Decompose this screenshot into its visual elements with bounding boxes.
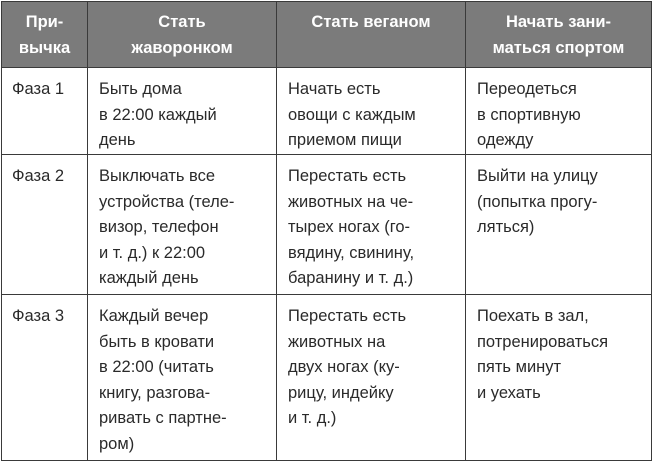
header-row [2,2,652,68]
header-line: вычка [18,38,71,57]
cell-line: ром) [99,434,135,453]
habit-phases-table [1,1,652,461]
header-line: Стать [158,13,206,31]
cell-line: в 22:00 (читать [99,358,214,376]
cell-line: устройства (теле- [99,192,235,211]
phase-label-cell [2,68,88,155]
cell-sport [466,155,652,295]
table-row-phase-2 [2,155,652,295]
cell-line: животных на [288,332,386,351]
cell-line: и т. д.) к 22:00 [99,243,206,262]
header-line: жаворонком [131,38,233,57]
table-row-phase-3 [2,295,652,461]
header-cell-sport [466,2,652,68]
cell-line: Каждый вечер [99,307,209,325]
cell-line: тырех ногах (го- [288,218,411,236]
cell-line: овощи с каждым [288,105,416,124]
cell-line: в спортивную [477,105,581,124]
table-row-phase-1 [2,68,652,155]
cell-line: Фаза 1 [12,80,65,98]
cell-line: животных на че- [288,192,414,211]
cell-line: ривать с партне- [99,409,227,427]
cell-line: Перестать есть [288,167,407,185]
cell-line: в 22:00 каждый [99,105,217,124]
cell-line: Фаза 3 [12,307,65,325]
cell-lark [88,155,277,295]
cell-sport [466,295,652,461]
cell-line: баранину и т. д.) [288,269,414,287]
cell-line: одежду [477,131,534,149]
cell-line: Фаза 2 [12,167,65,185]
cell-line: каждый день [99,269,199,287]
cell-line: книгу, разгова- [99,383,211,402]
cell-line: день [99,131,136,149]
cell-vegan [277,295,466,461]
phase-label-cell [2,295,88,461]
cell-line: и т. д.) [288,409,337,427]
header-cell-habit [2,2,88,68]
cell-lark [88,68,277,155]
cell-line: Перестать есть [288,307,407,325]
cell-vegan [277,68,466,155]
header-line: Стать веганом [311,13,431,31]
cell-line: Выйти на улицу [477,167,598,185]
cell-sport [466,68,652,155]
cell-line: пять минут [477,358,562,376]
cell-line: вядину, свинину, [288,243,415,262]
cell-line: Начать есть [288,80,381,98]
cell-line: приемом пищи [288,131,402,149]
cell-line: визор, телефон [99,218,219,236]
cell-line: Поехать в зал, [477,307,589,325]
header-cell-lark [88,2,277,68]
header-line: При- [25,13,64,31]
cell-line: рицу, индейку [288,383,394,402]
cell-vegan [277,155,466,295]
cell-line: Переодеться [477,80,577,98]
cell-line: потренироваться [477,332,609,351]
header-cell-vegan [277,2,466,68]
cell-line: Выключать все [99,167,216,185]
cell-line: Быть дома [99,80,182,98]
header-line: Начать зани- [505,13,611,31]
table-body [2,68,652,461]
cell-line: и уехать [477,383,541,402]
cell-line: (попытка прогу- [477,192,598,211]
cell-line: ляться) [477,218,535,236]
cell-lark [88,295,277,461]
cell-line: быть в кровати [99,332,215,351]
phase-label-cell [2,155,88,295]
header-line: маться спортом [492,38,625,57]
cell-line: двух ногах (ку- [288,358,400,376]
